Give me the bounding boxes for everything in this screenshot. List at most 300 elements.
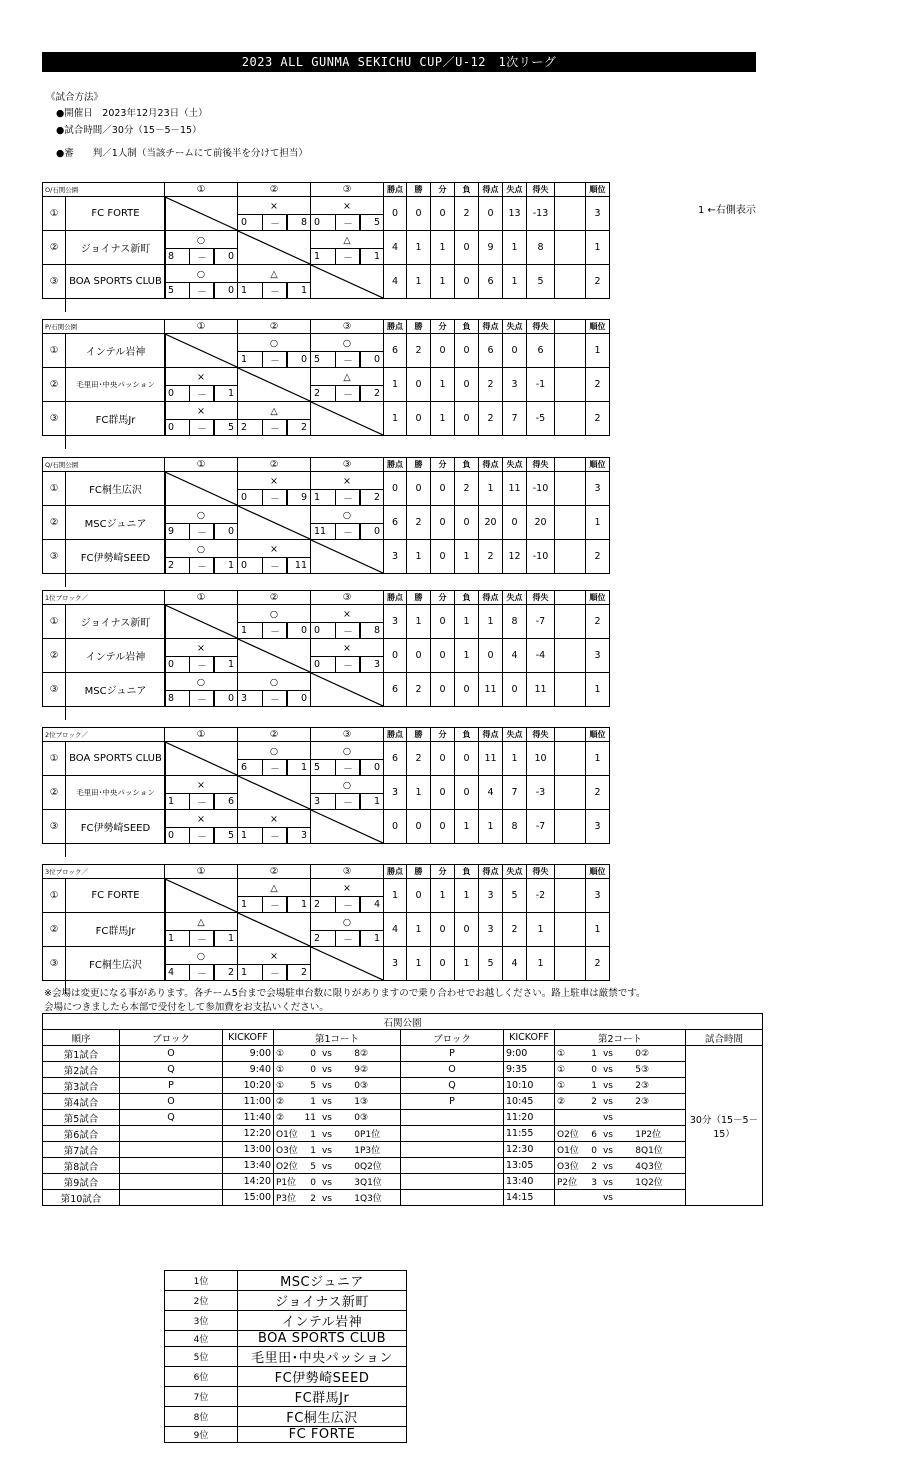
venue-note: ※会場は変更になる事があります。各チーム5台まで会場駐車台数に限りがありますので乗り合わせでお越しください。路上駐車は厳禁です。 <box>44 988 646 999</box>
result-mark: × <box>310 638 384 657</box>
stat-value: 3 <box>585 471 610 506</box>
court1-block: Q <box>120 1110 223 1126</box>
stat-value <box>554 539 586 574</box>
spacer <box>65 573 166 587</box>
col-header-3: ③ <box>310 182 384 197</box>
stat-value: 8 <box>526 230 555 265</box>
score-dash: － <box>335 489 361 506</box>
result-mark: △ <box>164 912 238 931</box>
score-against: 1 <box>286 759 311 776</box>
stat-header: 失点 <box>502 727 527 742</box>
result-mark: × <box>310 196 384 215</box>
self-match-diagonal <box>237 775 311 810</box>
result-mark: ○ <box>237 333 311 352</box>
stat-value: 0 <box>430 672 455 707</box>
stat-header: 勝 <box>406 319 431 334</box>
team-number: ③ <box>42 264 66 299</box>
result-mark: × <box>164 809 238 828</box>
result-mark: ○ <box>310 741 384 760</box>
score-dash: － <box>262 964 288 981</box>
stat-header: 分 <box>430 590 455 605</box>
score-against: 0 <box>286 622 311 639</box>
court-as: 5 <box>635 1064 641 1075</box>
self-match-diagonal <box>164 878 238 913</box>
ranking-row <box>165 1291 407 1311</box>
team-name: 毛里田･中央パッション <box>65 775 166 810</box>
stat-header: 負 <box>454 182 479 197</box>
score-dash: － <box>262 827 288 844</box>
result-mark: × <box>310 604 384 623</box>
stat-value: 0 <box>406 367 431 402</box>
team-number: ③ <box>42 809 66 844</box>
method-date: ●開催日 2023年12月23日（土） <box>56 108 208 119</box>
col-header-3: ③ <box>310 864 384 879</box>
stat-value: 3 <box>478 912 503 947</box>
stat-header: 勝点 <box>383 182 407 197</box>
score-dash: － <box>335 656 361 673</box>
stat-value: 11 <box>478 672 503 707</box>
score-against: 8 <box>286 214 311 231</box>
col-header-1: ① <box>164 319 238 334</box>
stat-value: 7 <box>502 401 527 436</box>
court2-block: O <box>401 1062 504 1078</box>
court-vs: vs <box>321 1080 332 1091</box>
court-vs: vs <box>321 1064 332 1075</box>
result-mark: ○ <box>164 672 238 691</box>
stat-value: 0 <box>406 878 431 913</box>
stat-header: 得点 <box>478 727 503 742</box>
court2-kickoff: 11:20 <box>504 1110 555 1126</box>
stat-value: 20 <box>478 505 503 540</box>
ranking-row <box>165 1387 407 1407</box>
court-hs: 1 <box>310 1096 316 1107</box>
court-match <box>274 1142 401 1158</box>
court-match <box>555 1094 686 1110</box>
stat-value: 0 <box>430 775 455 810</box>
court-as: 0 <box>635 1048 641 1059</box>
court-hs: 5 <box>310 1080 316 1091</box>
score-for: 0 <box>237 214 263 231</box>
match-order: 第7試合 <box>43 1142 120 1158</box>
stat-header: 得失 <box>526 319 555 334</box>
stat-value: -7 <box>526 809 555 844</box>
score-against: 2 <box>359 489 384 506</box>
stat-header: 得失 <box>526 182 555 197</box>
score-dash: － <box>189 964 215 981</box>
court-match <box>555 1174 686 1190</box>
score-against: 8 <box>359 622 384 639</box>
self-match-diagonal <box>237 230 311 265</box>
result-mark: × <box>237 946 311 965</box>
result-mark: × <box>237 196 311 215</box>
stat-value: 1 <box>454 539 479 574</box>
score-for: 0 <box>237 557 263 574</box>
stat-value: 3 <box>585 809 610 844</box>
stat-header: 勝点 <box>383 457 407 472</box>
score-against: 5 <box>359 214 384 231</box>
stat-value: 6 <box>383 505 407 540</box>
stat-header: 得失 <box>526 457 555 472</box>
stat-header: 得失 <box>526 727 555 742</box>
court-hs: 0 <box>591 1064 597 1075</box>
team-number: ② <box>42 505 66 540</box>
score-for: 6 <box>237 759 263 776</box>
court-as: 0 <box>354 1112 360 1123</box>
stat-header: 得点 <box>478 457 503 472</box>
score-for: 5 <box>310 759 336 776</box>
court-h: ① <box>276 1080 285 1091</box>
court2-kickoff: 9:00 <box>504 1046 555 1062</box>
self-match-diagonal <box>310 264 384 299</box>
self-match-diagonal <box>164 741 238 776</box>
stat-value <box>554 333 586 368</box>
stat-header: 負 <box>454 457 479 472</box>
court-hs: 1 <box>310 1130 316 1140</box>
rank-label: 4位 <box>165 1331 238 1347</box>
court1-kickoff: 9:40 <box>223 1062 274 1078</box>
stat-value: 2 <box>585 604 610 639</box>
group-table <box>42 457 610 588</box>
match-order: 第2試合 <box>43 1062 120 1078</box>
team-number: ① <box>42 604 66 639</box>
col-header-2: ② <box>237 182 311 197</box>
score-for: 5 <box>310 351 336 368</box>
court1-kickoff: 11:40 <box>223 1110 274 1126</box>
stat-value: 0 <box>454 672 479 707</box>
stat-header: 分 <box>430 727 455 742</box>
match-schedule <box>42 1013 763 1206</box>
score-against: 1 <box>213 656 238 673</box>
court2-block <box>401 1126 504 1142</box>
team-name: インテル岩神 <box>65 638 166 673</box>
stat-value: 2 <box>454 471 479 506</box>
court-a: Q1位 <box>360 1178 382 1188</box>
team-name: インテル岩神 <box>65 333 166 368</box>
court2-block: Q <box>401 1078 504 1094</box>
court-hs: 1 <box>591 1048 597 1059</box>
rank-team: FC桐生広沢 <box>238 1407 407 1427</box>
score-for: 11 <box>310 523 336 540</box>
court-vs: vs <box>321 1162 332 1172</box>
court1-block <box>120 1142 223 1158</box>
score-for: 2 <box>164 557 190 574</box>
match-order: 第4試合 <box>43 1094 120 1110</box>
court-match <box>555 1142 686 1158</box>
stat-value: 1 <box>502 264 527 299</box>
stat-value: 0 <box>383 471 407 506</box>
group-table <box>42 864 610 995</box>
score-against: 0 <box>286 351 311 368</box>
team-name: FC桐生広沢 <box>65 946 166 981</box>
court-match <box>555 1190 686 1206</box>
result-mark: × <box>237 539 311 558</box>
team-number: ③ <box>42 946 66 981</box>
court-hs: 1 <box>310 1146 316 1156</box>
court-h: O2位 <box>276 1162 298 1172</box>
score-for: 2 <box>310 896 336 913</box>
court-h: O1位 <box>276 1130 298 1140</box>
rank-label: 3位 <box>165 1311 238 1331</box>
court-match <box>274 1174 401 1190</box>
score-for: 0 <box>164 656 190 673</box>
score-against: 0 <box>213 523 238 540</box>
court2-kickoff: 13:05 <box>504 1158 555 1174</box>
result-mark: ○ <box>164 539 238 558</box>
team-number: ① <box>42 196 66 231</box>
rank-team: MSCジュニア <box>238 1271 407 1291</box>
score-for: 1 <box>237 622 263 639</box>
stat-value: 8 <box>502 809 527 844</box>
score-for: 2 <box>237 419 263 436</box>
court-h: ① <box>557 1080 566 1091</box>
stat-header: 順位 <box>585 457 610 472</box>
col-header-3: ③ <box>310 590 384 605</box>
right-side-note: 1 ←右側表示 <box>698 205 756 216</box>
stat-value: 3 <box>383 946 407 981</box>
stat-header: 分 <box>430 457 455 472</box>
stat-value <box>554 401 586 436</box>
court-match <box>555 1158 686 1174</box>
court1-kickoff: 9:00 <box>223 1046 274 1062</box>
court-a: ③ <box>360 1112 369 1123</box>
stat-value: 1 <box>406 946 431 981</box>
stat-value: 2 <box>585 775 610 810</box>
col-header-2: ② <box>237 727 311 742</box>
result-mark: × <box>164 775 238 794</box>
team-name: FC桐生広沢 <box>65 471 166 506</box>
court1-kickoff: 13:40 <box>223 1158 274 1174</box>
group-table <box>42 182 610 313</box>
col-header-2: ② <box>237 457 311 472</box>
ranking-row <box>165 1407 407 1427</box>
score-for: 3 <box>310 793 336 810</box>
court1-kickoff: 12:20 <box>223 1126 274 1142</box>
court-vs: vs <box>321 1194 332 1204</box>
schedule-header: ブロック <box>120 1030 223 1046</box>
court-as: 0 <box>354 1162 360 1172</box>
court1-block: Q <box>120 1062 223 1078</box>
team-number: ① <box>42 333 66 368</box>
score-dash: － <box>189 690 215 707</box>
court-hs: 11 <box>304 1112 316 1123</box>
stat-value: 2 <box>585 367 610 402</box>
stat-value: 6 <box>383 672 407 707</box>
team-number: ① <box>42 741 66 776</box>
court-vs: vs <box>602 1112 613 1123</box>
court-as: 1 <box>354 1194 360 1204</box>
score-dash: － <box>189 827 215 844</box>
court-match <box>274 1094 401 1110</box>
stat-value: 0 <box>430 912 455 947</box>
stat-value: -2 <box>526 878 555 913</box>
stat-value: 3 <box>502 367 527 402</box>
stat-value: -1 <box>526 367 555 402</box>
score-for: 8 <box>164 690 190 707</box>
team-number: ① <box>42 471 66 506</box>
score-dash: － <box>189 419 215 436</box>
col-header-1: ① <box>164 727 238 742</box>
stat-value: 0 <box>454 264 479 299</box>
court-h: P1位 <box>276 1178 297 1188</box>
stat-header: 得点 <box>478 864 503 879</box>
stat-value: -10 <box>526 539 555 574</box>
court-vs: vs <box>602 1064 613 1075</box>
score-dash: － <box>335 759 361 776</box>
rank-label: 7位 <box>165 1387 238 1407</box>
court-match <box>555 1078 686 1094</box>
stat-value: 3 <box>585 638 610 673</box>
self-match-diagonal <box>310 672 384 707</box>
score-dash: － <box>262 759 288 776</box>
col-header-2: ② <box>237 864 311 879</box>
court-h: ① <box>276 1064 285 1075</box>
stat-value: 0 <box>454 912 479 947</box>
score-for: 2 <box>310 930 336 947</box>
court-as: 2 <box>635 1096 641 1107</box>
court-vs: vs <box>321 1112 332 1123</box>
stat-value: 1 <box>585 505 610 540</box>
rank-team: 毛里田･中央パッション <box>238 1347 407 1367</box>
stat-value: 1 <box>478 604 503 639</box>
col-header-3: ③ <box>310 319 384 334</box>
score-dash: － <box>335 523 361 540</box>
group-label: Q/石関公園 <box>42 457 165 472</box>
stat-value: 2 <box>585 539 610 574</box>
match-order: 第10試合 <box>43 1190 120 1206</box>
result-mark: × <box>310 878 384 897</box>
stat-header: 負 <box>454 864 479 879</box>
court-a: ② <box>641 1048 650 1059</box>
court-hs: 6 <box>591 1130 597 1140</box>
score-dash: － <box>189 248 215 265</box>
stat-value <box>554 505 586 540</box>
score-against: 0 <box>359 523 384 540</box>
score-against: 2 <box>286 964 311 981</box>
score-against: 1 <box>213 385 238 402</box>
stat-value: 4 <box>383 264 407 299</box>
result-mark: △ <box>237 401 311 420</box>
score-for: 1 <box>237 351 263 368</box>
score-for: 1 <box>310 248 336 265</box>
stat-value: 0 <box>430 539 455 574</box>
match-order: 第5試合 <box>43 1110 120 1126</box>
result-mark: ○ <box>310 505 384 524</box>
score-for: 1 <box>237 896 263 913</box>
schedule-header: 第1コート <box>274 1030 401 1046</box>
stat-value: 2 <box>478 367 503 402</box>
stat-value: 1 <box>585 333 610 368</box>
stat-value <box>554 912 586 947</box>
stat-value: 0 <box>406 471 431 506</box>
stat-value: 6 <box>478 333 503 368</box>
stat-header: 分 <box>430 864 455 879</box>
court-hs: 0 <box>310 1064 316 1075</box>
court-h: O3位 <box>557 1162 579 1172</box>
stat-header: 勝 <box>406 590 431 605</box>
score-for: 0 <box>164 419 190 436</box>
score-against: 0 <box>359 759 384 776</box>
stat-value: 10 <box>526 741 555 776</box>
match-duration: 30分（15－5－15） <box>686 1046 763 1206</box>
score-for: 1 <box>164 930 190 947</box>
court-a: Q3位 <box>360 1194 382 1204</box>
team-name: BOA SPORTS CLUB <box>65 264 166 299</box>
court-as: 1 <box>354 1146 360 1156</box>
match-order: 第8試合 <box>43 1158 120 1174</box>
stat-value: 2 <box>478 539 503 574</box>
court-hs: 5 <box>310 1162 316 1172</box>
method-heading: 《試合方法》 <box>46 92 104 103</box>
stat-value: 4 <box>502 638 527 673</box>
team-number: ② <box>42 367 66 402</box>
score-dash: － <box>189 930 215 947</box>
self-match-diagonal <box>164 196 238 231</box>
court-h: ① <box>557 1048 566 1059</box>
stat-header: 勝点 <box>383 864 407 879</box>
team-name: ジョイナス新町 <box>65 230 166 265</box>
stat-value: -7 <box>526 604 555 639</box>
court-a: ③ <box>360 1096 369 1107</box>
court-match <box>274 1158 401 1174</box>
stat-value: -13 <box>526 196 555 231</box>
court1-block <box>120 1190 223 1206</box>
court-a: ② <box>360 1064 369 1075</box>
stat-value: 0 <box>383 809 407 844</box>
stat-header: 得点 <box>478 319 503 334</box>
stat-value: 4 <box>383 912 407 947</box>
score-against: 1 <box>359 793 384 810</box>
score-dash: － <box>262 282 288 299</box>
result-mark: × <box>164 638 238 657</box>
stat-value: 0 <box>502 672 527 707</box>
stat-value <box>554 809 586 844</box>
court-match <box>555 1126 686 1142</box>
self-match-diagonal <box>164 604 238 639</box>
result-mark: ○ <box>164 505 238 524</box>
match-order: 第6試合 <box>43 1126 120 1142</box>
result-mark: △ <box>237 264 311 283</box>
stat-value: 1 <box>430 401 455 436</box>
stat-value: 1 <box>430 264 455 299</box>
court-h: ② <box>276 1112 285 1123</box>
stat-value <box>554 367 586 402</box>
court-vs: vs <box>602 1192 613 1203</box>
self-match-diagonal <box>310 401 384 436</box>
score-against: 0 <box>213 690 238 707</box>
result-mark: ○ <box>237 672 311 691</box>
score-against: 9 <box>286 489 311 506</box>
stat-value: 11 <box>502 471 527 506</box>
rank-label: 1位 <box>165 1271 238 1291</box>
score-for: 9 <box>164 523 190 540</box>
score-against: 5 <box>213 827 238 844</box>
self-match-diagonal <box>164 333 238 368</box>
stat-value: 2 <box>478 401 503 436</box>
stat-value: 11 <box>478 741 503 776</box>
rank-label: 9位 <box>165 1427 238 1443</box>
stat-value: 13 <box>502 196 527 231</box>
stat-value: 1 <box>430 878 455 913</box>
stat-value: 5 <box>526 264 555 299</box>
stat-value <box>554 471 586 506</box>
stat-value: 4 <box>383 230 407 265</box>
court-hs: 1 <box>591 1080 597 1091</box>
stat-value: 1 <box>478 809 503 844</box>
stat-value: 1 <box>585 912 610 947</box>
stat-value: 0 <box>430 638 455 673</box>
score-against: 5 <box>213 419 238 436</box>
score-dash: － <box>189 385 215 402</box>
